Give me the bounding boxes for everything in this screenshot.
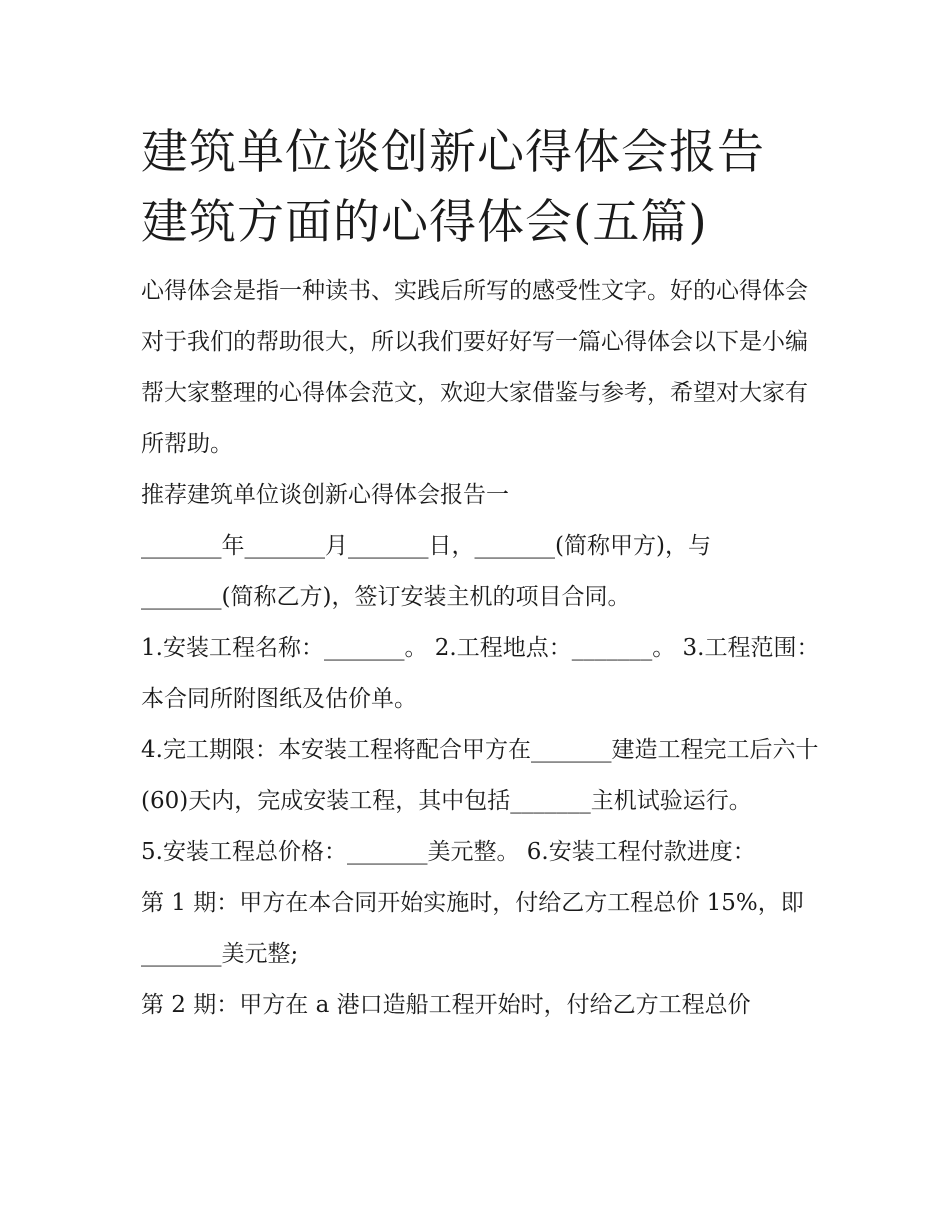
document-page [141, 118, 821, 1031]
completion-term-paragraph: 4.完工期限：本安装工程将配合甲方在_______建造工程完工后六十(60)天内，完成安装工程，其中包括_______主机试验运行。 [141, 737, 819, 814]
total-price-paragraph: 5.安装工程总价格：_______美元整。 6.安装工程付款进度： [141, 839, 756, 865]
contract-date-paragraph: _______年_______月_______日，_______(简称甲方)，与_______(简称乙方)，签订安装主机的项目合同。 [141, 533, 711, 610]
project-name-paragraph: 1.安装工程名称：_______。 2.工程地点：_______。 3.工程范围：本合同所附图纸及估价单。 [141, 635, 820, 712]
section-heading: 推荐建筑单位谈创新心得体会报告一 [141, 482, 509, 508]
payment-stage-1-paragraph: 第 1 期：甲方在本合同开始实施时，付给乙方工程总价 15%，即_______美元整; [141, 890, 804, 967]
payment-stage-2-paragraph: 第 2 期：甲方在 a 港口造船工程开始时，付给乙方工程总价 [141, 992, 751, 1018]
title-line-2: 建筑方面的心得体会(五篇) [141, 195, 708, 250]
intro-paragraph: 心得体会是指一种读书、实践后所写的感受性文字。好的心得体会对于我们的帮助很大，所以我们要好好写一篇心得体会以下是小编帮大家整理的心得体会范文，欢迎大家借鉴与参考，希望对大家有所帮助。 [141, 278, 808, 457]
title-line-1: 建筑单位谈创新心得体会报告 [141, 125, 765, 180]
document-title [141, 118, 821, 258]
